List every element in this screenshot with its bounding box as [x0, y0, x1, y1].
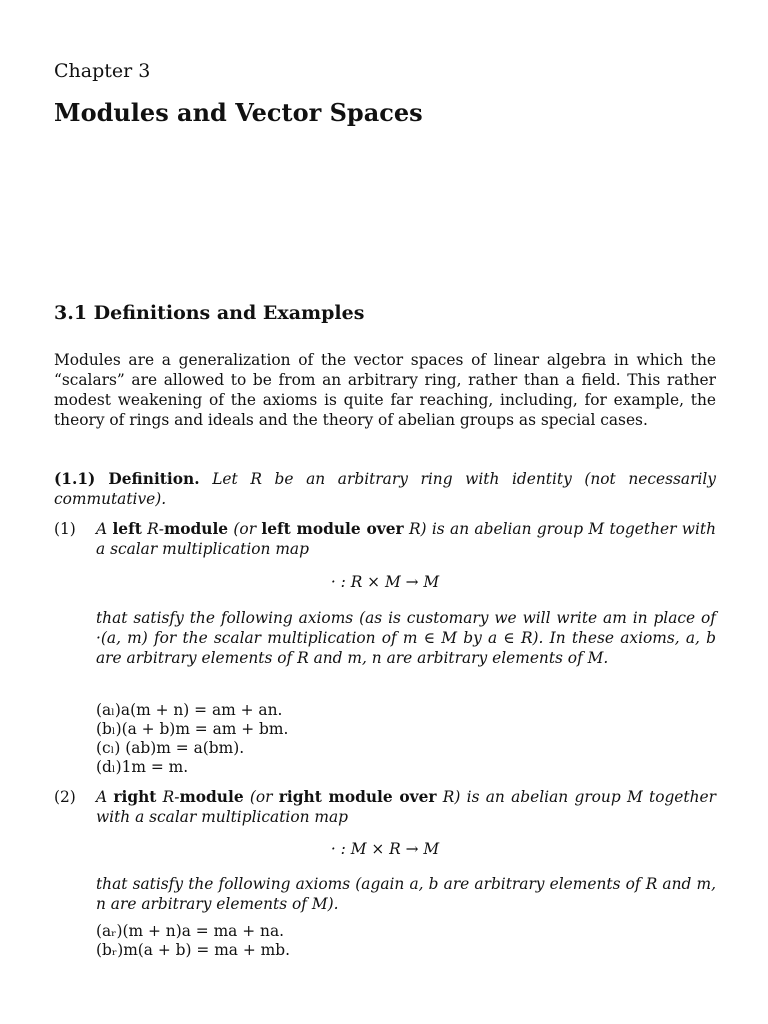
right-mid1: R- [156, 788, 180, 806]
right-term-right: right [113, 788, 157, 806]
definition-text: Let R be an arbitrary ring with identity (not necessarily commutative). [54, 470, 716, 508]
right-term-module: module [179, 788, 244, 806]
left-axiom-a: (aₗ)a(m + n) = am + an. [96, 701, 283, 719]
intro-paragraph: Modules are a generalization of the vector spaces of linear algebra in which the “scalars” are allowed to be from an arbitrary ring, rather than a field. This rather modest weakening of the axioms is quite far reaching, including, for example, the theory of rings and ideals and the theory of abelian groups as special cases. [54, 351, 716, 429]
right-module-definition [96, 787, 716, 827]
left-axiom-b: (bₗ)(a + b)m = am + bm. [96, 720, 289, 738]
right-rest: R) is an abelian group M together with a scalar multiplication map [96, 788, 716, 826]
right-term-right-module-over: right module over [278, 788, 437, 806]
section-title: 3.1 Definitions and Examples [54, 302, 365, 324]
item-number-1: (1) [54, 520, 76, 538]
left-axiom-d: (dₗ)1m = m. [96, 758, 189, 776]
definition-label: (1.1) Definition. [54, 470, 200, 488]
left-term-left: left [112, 520, 142, 538]
left-intro-a: A [96, 520, 113, 538]
right-module-axiom-intro: that satisfy the following axioms (again a, b are arbitrary elements of R and m, n are arbitrary elements of M). [96, 875, 716, 913]
chapter-label: Chapter 3 [54, 60, 151, 82]
right-axiom-b: (bᵣ)m(a + b) = ma + mb. [96, 941, 290, 959]
left-module-map: · : R × M → M [330, 573, 440, 591]
left-module-definition [96, 519, 716, 559]
right-module-item [54, 787, 716, 847]
left-module-axiom-intro: that satisfy the following axioms (as is customary we will write am in place of ·(a, m) for the scalar multiplication of m ∈ M by a ∈ R). In these axioms, a, b are arbitrary elements of R and m, n are arbitrary elements of M. [96, 609, 716, 667]
item-number-2: (2) [54, 788, 76, 806]
left-rest: R) is an abelian group M together with a scalar multiplication map [96, 520, 716, 558]
definition [54, 469, 716, 509]
right-intro-a: A [96, 788, 114, 806]
chapter-title: Modules and Vector Spaces [54, 98, 423, 127]
left-axiom-c: (cₗ) (ab)m = a(bm). [96, 739, 245, 757]
left-mid2: (or [228, 520, 262, 538]
left-module-item [54, 519, 716, 579]
left-mid1: R- [141, 520, 164, 538]
left-term-module: module [163, 520, 229, 538]
right-axiom-a: (aᵣ)(m + n)a = ma + na. [96, 922, 285, 940]
left-term-left-module-over: left module over [261, 520, 404, 538]
right-module-map: · : M × R → M [330, 840, 440, 858]
right-mid2: (or [243, 788, 279, 806]
